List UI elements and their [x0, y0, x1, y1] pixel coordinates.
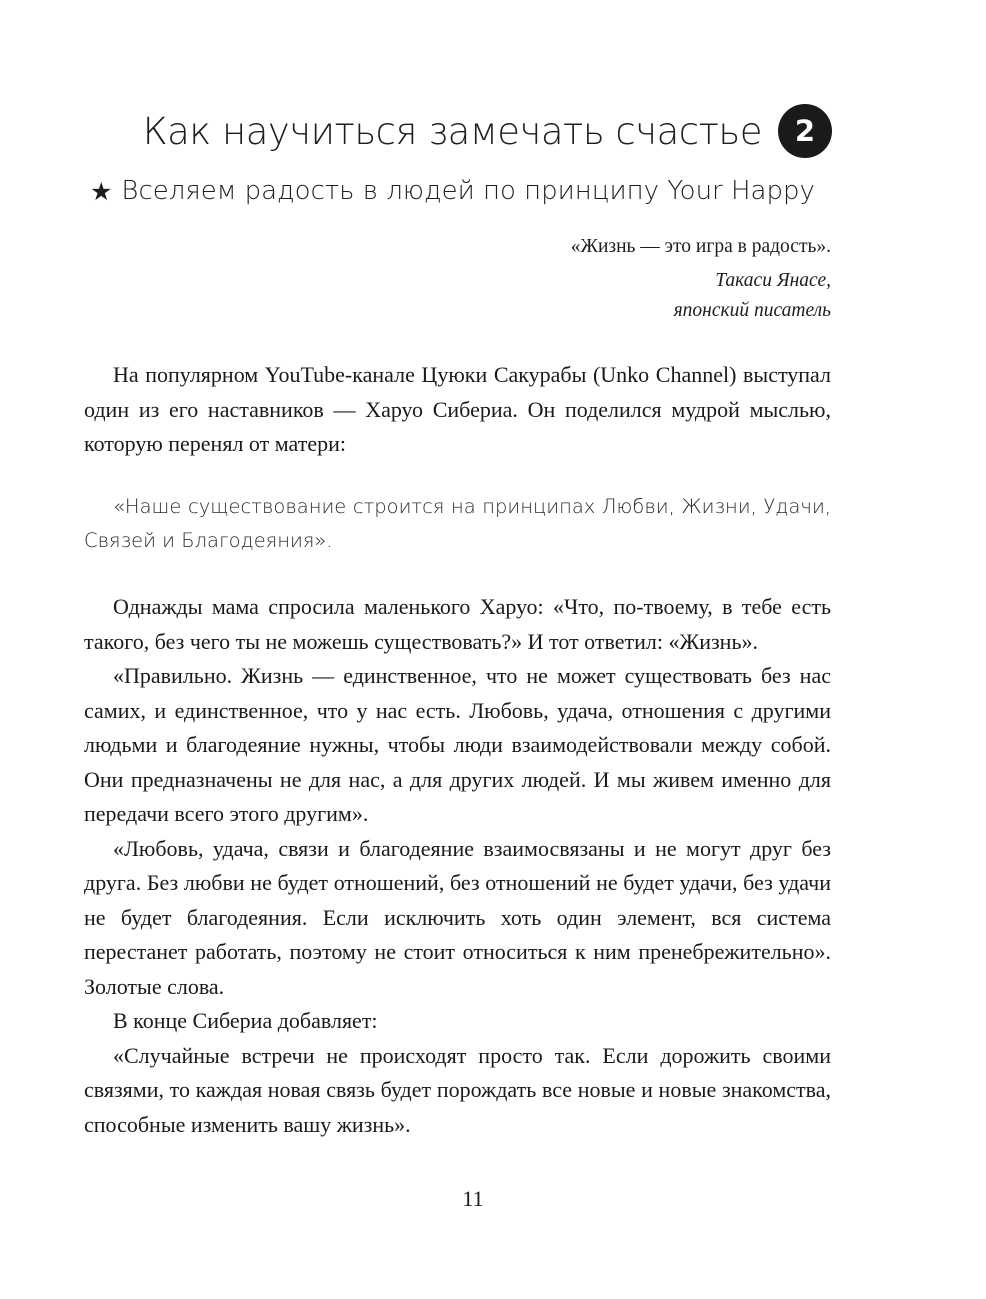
- epigraph-author-role: японский писатель: [673, 300, 831, 321]
- epigraph-author: Такаси Янасе,: [715, 270, 831, 291]
- page-number: 11: [462, 1186, 484, 1211]
- chapter-title: Как научиться замечать счастье: [142, 109, 762, 153]
- paragraph: В конце Сибериа добавляет:: [113, 1008, 378, 1033]
- paragraph: На популярном YouTube-канале Цуюки Сакурабы (Unko Channel) выступал один из его наставников — Харуо Сибериа. Он поделился мудрой мыслью, которую перенял от матери:: [84, 362, 831, 456]
- body-text-intro: [84, 358, 831, 462]
- section-heading: [90, 176, 815, 206]
- highlighted-quote: [84, 490, 831, 558]
- paragraph: «Любовь, удача, связи и благодеяние взаимосвязаны и не могут друг без друга. Без любви не будет отношений, без отношений не будет удачи, без удачи не будет благодеяния. Если исключить хоть один элемент, вся система перестанет работать, поэтому не стоит относиться к ним пренебрежительно». Золотые слова.: [84, 835, 831, 999]
- section-heading-text: Вселяем радость в людей по принципу Your Happy: [121, 176, 815, 206]
- paragraph: Однажды мама спросила маленького Харуо: «Что, по-твоему, в тебе есть такого, без чего ты не можешь существовать?» И тот ответил: «Жизнь».: [84, 594, 831, 654]
- quote-text: «Наше существование строится на принципах Любви, Жизни, Удачи, Связей и Благодеяния».: [84, 495, 831, 552]
- epigraph-quote: «Жизнь — это игра в радость».: [570, 236, 831, 257]
- star-icon: ★: [90, 176, 113, 206]
- body-text-main: [84, 590, 831, 1142]
- paragraph: «Случайные встречи не происходят просто так. Если дорожить своими связями, то каждая новая связь будет порождать все новые и новые знакомства, способные изменить вашу жизнь».: [84, 1042, 831, 1137]
- epigraph: [571, 232, 831, 326]
- chapter-number-badge: 2: [778, 104, 832, 158]
- paragraph: «Правильно. Жизнь — единственное, что не может существовать без нас самих, и единственное, что у нас есть. Любовь, удача, отношения с другими людьми и благодеяние нужны, чтобы люди взаимодействовали между собой. Они предназначены не для нас, а для других людей. И мы живем именно для передачи всего этого другим».: [84, 663, 831, 826]
- chapter-header: [143, 104, 832, 158]
